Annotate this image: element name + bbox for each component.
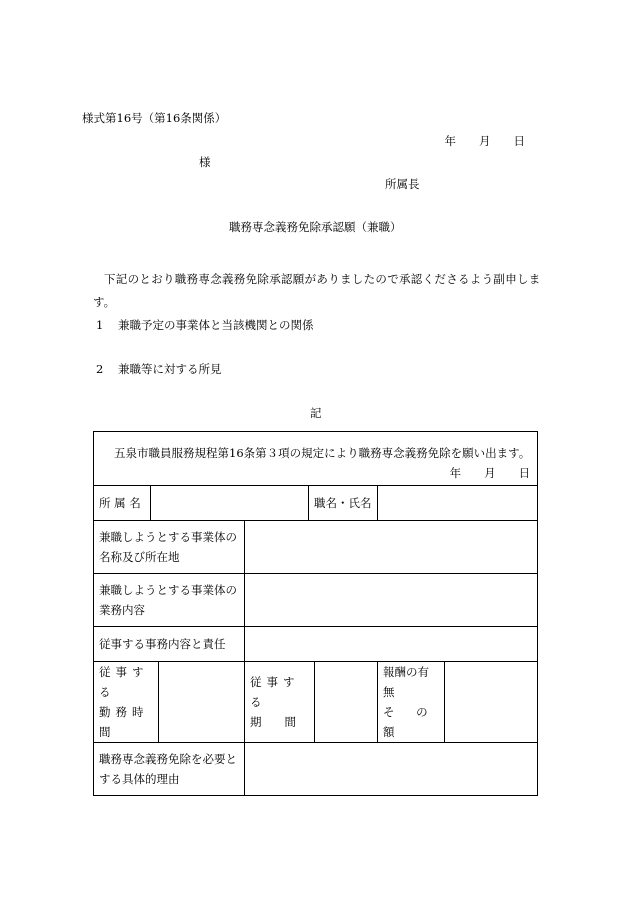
affiliation-label: 所 属 名 — [94, 486, 151, 521]
period-label-line2: 期 間 — [250, 715, 296, 729]
body-paragraph-line1: 下記のとおり職務専念義務免除承認願がありましたので承認くださるよう副申しま — [104, 272, 541, 286]
compensation-label-line2: そ の 額 — [383, 705, 437, 739]
application-table — [93, 431, 538, 796]
request-date: 年 月 日 — [449, 465, 531, 480]
work-hours-field[interactable] — [159, 662, 245, 743]
body-paragraph-line2: す。 — [93, 295, 116, 309]
position-name-field[interactable] — [378, 486, 538, 521]
period-label — [245, 662, 315, 743]
work-hours-label — [94, 662, 159, 743]
entity-business-field[interactable] — [245, 574, 538, 627]
entity-name-field[interactable] — [245, 521, 538, 574]
item1-label: 兼職予定の事業体と当該機関との関係 — [118, 318, 314, 332]
entity-name-label — [94, 521, 245, 574]
period-label-line1: 従事する — [250, 675, 300, 709]
duties-field[interactable] — [245, 627, 538, 662]
request-text: 五泉市職員服務規程第16条第３項の規定により職務専念義務免除を願い出ます。 — [114, 445, 531, 460]
addressee-suffix: 様 — [199, 155, 211, 169]
compensation-label — [378, 662, 445, 743]
affiliation-field[interactable] — [151, 486, 309, 521]
entity-name-label-line2: 名称及び所在地 — [99, 550, 180, 564]
duties-label: 従事する事務内容と責任 — [94, 627, 245, 662]
header-date: 年 月 日 — [444, 134, 525, 148]
request-cell — [94, 432, 538, 486]
work-hours-label-line1: 従事する — [99, 665, 149, 699]
compensation-label-line1: 報酬の有無 — [383, 665, 429, 699]
sender-title: 所属長 — [385, 177, 420, 191]
reason-label-line2: する具体的理由 — [99, 772, 180, 786]
item1-number: 1 — [96, 318, 104, 332]
entity-business-label-line1: 兼職しようとする事業体の — [99, 583, 237, 597]
entity-business-label — [94, 574, 245, 627]
entity-name-label-line1: 兼職しようとする事業体の — [99, 530, 237, 544]
compensation-field[interactable] — [445, 662, 538, 743]
entity-business-label-line2: 業務内容 — [99, 603, 145, 617]
work-hours-label-line2: 勤務時間 — [99, 705, 149, 739]
item2-label: 兼職等に対する所見 — [118, 362, 222, 376]
item2-number: 2 — [96, 362, 104, 376]
period-field[interactable] — [315, 662, 378, 743]
position-name-label: 職名・氏名 — [309, 486, 378, 521]
reason-label-line1: 職務専念義務免除を必要と — [99, 752, 237, 766]
reason-label — [94, 743, 245, 796]
reason-field[interactable] — [245, 743, 538, 796]
page-title: 職務専念義務免除承認願（兼職） — [229, 220, 402, 234]
ki-mark: 記 — [310, 406, 322, 420]
form-number: 様式第16号（第16条関係） — [82, 111, 227, 125]
